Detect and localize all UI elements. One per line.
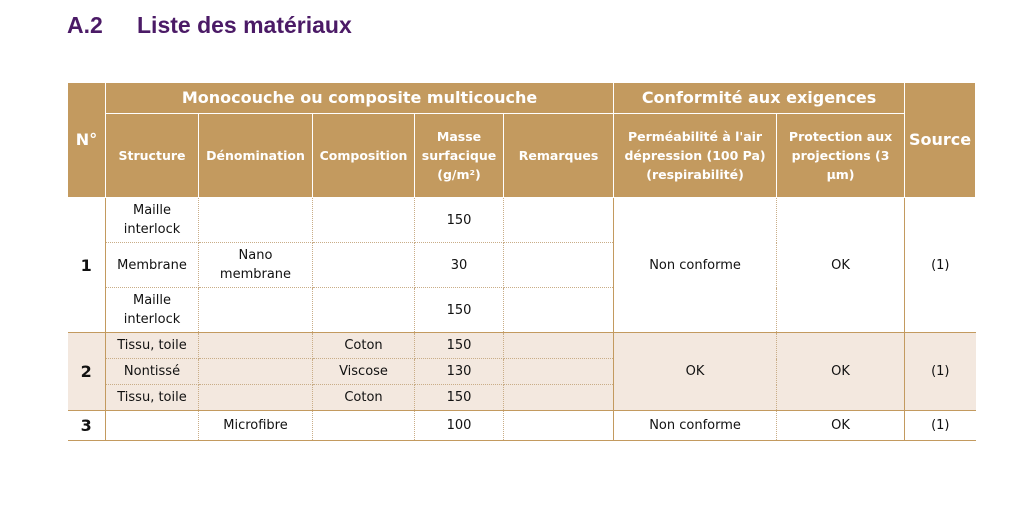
materials-table — [67, 82, 976, 441]
cell-remarques — [504, 359, 614, 385]
cell-masse: 150 — [415, 385, 504, 411]
cell-remarques — [504, 198, 614, 243]
header-structure: Structure — [106, 114, 199, 198]
table-row — [68, 411, 976, 441]
section-title: Liste des matériaux — [137, 12, 352, 38]
cell-composition: Coton — [313, 385, 415, 411]
row-number: 1 — [68, 198, 106, 333]
cell-remarques — [504, 385, 614, 411]
cell-structure: Nontissé — [106, 359, 199, 385]
cell-denomination — [199, 385, 313, 411]
cell-denomination: Microfibre — [199, 411, 313, 441]
cell-source: (1) — [905, 411, 976, 441]
cell-masse: 150 — [415, 333, 504, 359]
cell-remarques — [504, 243, 614, 288]
cell-composition: Coton — [313, 333, 415, 359]
cell-structure: Tissu, toile — [106, 385, 199, 411]
header-source: Source — [905, 83, 976, 198]
section-number: A.2 — [67, 12, 103, 38]
cell-source: (1) — [905, 333, 976, 411]
header-group-layers: Monocouche ou composite multicouche — [106, 83, 614, 114]
cell-remarques — [504, 333, 614, 359]
cell-protection: OK — [777, 198, 905, 333]
cell-denomination: Nano membrane — [199, 243, 313, 288]
header-denomination: Dénomination — [199, 114, 313, 198]
cell-structure: Membrane — [106, 243, 199, 288]
cell-protection: OK — [777, 333, 905, 411]
cell-structure — [106, 411, 199, 441]
header-group-compliance: Conformité aux exigences — [614, 83, 905, 114]
cell-structure: Maille interlock — [106, 198, 199, 243]
cell-protection: OK — [777, 411, 905, 441]
cell-composition: Viscose — [313, 359, 415, 385]
cell-denomination — [199, 333, 313, 359]
cell-composition — [313, 243, 415, 288]
cell-composition — [313, 411, 415, 441]
header-permeabilite: Perméabilité à l'air dépression (100 Pa) (respirabilité) — [614, 114, 777, 198]
header-composition: Composition — [313, 114, 415, 198]
header-remarques: Remarques — [504, 114, 614, 198]
cell-denomination — [199, 359, 313, 385]
row-number: 3 — [68, 411, 106, 441]
table-row — [68, 198, 976, 243]
cell-composition — [313, 198, 415, 243]
cell-masse: 130 — [415, 359, 504, 385]
cell-permeabilite: Non conforme — [614, 198, 777, 333]
cell-remarques — [504, 411, 614, 441]
cell-structure: Maille interlock — [106, 288, 199, 333]
cell-composition — [313, 288, 415, 333]
section-heading — [67, 12, 352, 39]
cell-structure: Tissu, toile — [106, 333, 199, 359]
cell-permeabilite: OK — [614, 333, 777, 411]
header-protection: Protection aux projections (3 µm) — [777, 114, 905, 198]
cell-denomination — [199, 288, 313, 333]
cell-denomination — [199, 198, 313, 243]
cell-masse: 100 — [415, 411, 504, 441]
cell-masse: 150 — [415, 198, 504, 243]
cell-masse: 30 — [415, 243, 504, 288]
header-num: N° — [68, 83, 106, 198]
cell-masse: 150 — [415, 288, 504, 333]
cell-remarques — [504, 288, 614, 333]
table-row — [68, 333, 976, 359]
cell-source: (1) — [905, 198, 976, 333]
cell-permeabilite: Non conforme — [614, 411, 777, 441]
header-masse: Masse surfacique (g/m²) — [415, 114, 504, 198]
row-number: 2 — [68, 333, 106, 411]
